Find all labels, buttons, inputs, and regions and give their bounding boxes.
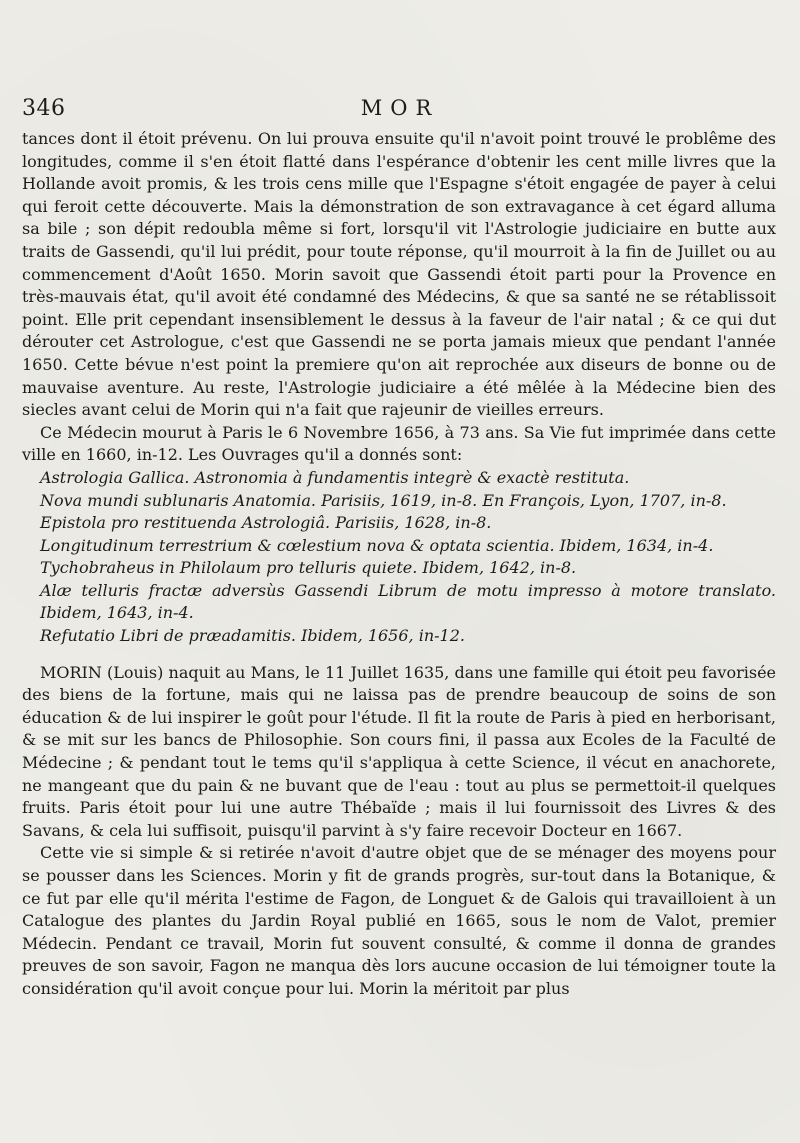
work-item: Refutatio Libri de præadamitis. Ibidem, 1656, in-12.: [40, 626, 465, 646]
page-number: 346: [22, 96, 66, 121]
work-item: Astrologia Gallica. Astronomia à fundamentis integrè & exactè restituta.: [40, 467, 630, 487]
work-item: Tychobraheus in Philolaum pro telluris quiete. Ibidem, 1642, in-8.: [40, 558, 577, 578]
works-list: [22, 467, 776, 648]
work-item: Longitudinum terrestrium & cœlestium nova & optata scientia. Ibidem, 1634, in-4.: [40, 535, 714, 555]
paragraph-death-and-works: Ce Médecin mourut à Paris le 6 Novembre 1656, à 73 ans. Sa Vie fut imprimée dans cette ville en 1660, in-12. Les Ouvrages qu'il a donnés sont:: [22, 422, 776, 465]
work-item: Nova mundi sublunaris Anatomia. Parisiis, 1619, in-8. En François, Lyon, 1707, in-8.: [40, 490, 727, 510]
paragraph-botany: Cette vie si simple & si retirée n'avoit d'autre objet que de se ménager des moyens pour se pousser dans les Sciences. Morin y fit de grands progrès, sur-tout dans la Botanique, & ce fut par elle qu'il mérita l'estime de Fagon, de Longuet & de Galois qui travailloient à un Catalogue des plantes du Jardin Royal publié en 1665, sous le nom de Valot, premier Médecin. Pendant ce travail, Morin fut souvent consulté, & comme il donna de grandes preuves de son savoir, Fagon ne manqua dès lors aucune occasion de lui témoigner toute la considération qu'il avoit conçue pour lui. Morin la méritoit par plus: [22, 843, 776, 998]
entry-morin-louis: MORIN (Louis) naquit au Mans, le 11 Juillet 1635, dans une famille qui étoit peu favorisée des biens de la fortune, mais qui ne laissa pas de prendre beaucoup de soins de son éducation & de lui inspirer le goût pour l'étude. Il fit la route de Paris à pied en herborisant, & se mit sur les bancs de Philosophie. Son cours fini, il passa aux Ecoles de la Faculté de Médecine ; & pendant tout le tems qu'il s'appliqua à cette Science, il vécut en anachorete, ne mangeant que du pain & ne buvant que de l'eau : tout au plus se permettoit-il quelques fruits. Paris étoit pour lui une autre Thébaïde ; mais il lui fournissoit des Livres & des Savans, & cela lui suffisoit, puisqu'il parvint à s'y faire recevoir Docteur en 1667.: [22, 662, 776, 840]
paragraph-continuation: tances dont il étoit prévenu. On lui prouva ensuite qu'il n'avoit point trouvé le problême des longitudes, comme il s'en étoit flatté dans l'espérance d'obtenir les cent mille livres que la Hollande avoit promis, & les trois cens mille que l'Espagne s'étoit engagée de payer à celui qui feroit cette découverte. Mais la démonstration de son extravagance à cet égard alluma sa bile ; son dépit redoubla même si fort, lorsqu'il vit l'Astrologie judiciaire en butte aux traits de Gassendi, qu'il lui prédit, pour toute réponse, qu'il mourroit à la fin de Juillet ou au commencement d'Août 1650. Morin savoit que Gassendi étoit parti pour la Provence en très-mauvais état, qu'il avoit été condamné des Médecins, & que sa santé ne se rétablissoit point. Elle prit cependant insensiblement le dessus à la faveur de l'air natal ; & ce qui dut dérouter cet Astrologue, c'est que Gassendi ne se porta jamais mieux que pendant l'année 1650. Cette bévue n'est point la premiere qu'on ait reprochée aux diseurs de bonne ou de mauvaise aventure. Au reste, l'Astrologie judiciaire a été mêlée à la Médecine bien des siecles avant celui de Morin qui n'a fait que rajeunir de vieilles erreurs.: [22, 129, 776, 420]
work-item: Epistola pro restituenda Astrologiâ. Parisiis, 1628, in-8.: [40, 513, 492, 533]
running-head: MOR: [360, 96, 440, 120]
page-header: [22, 94, 778, 124]
work-item: Alæ telluris fractæ adversùs Gassendi Librum de motu impresso à motore translato. Ibidem, 1643, in-4.: [40, 580, 776, 623]
page-body: [22, 128, 776, 1001]
